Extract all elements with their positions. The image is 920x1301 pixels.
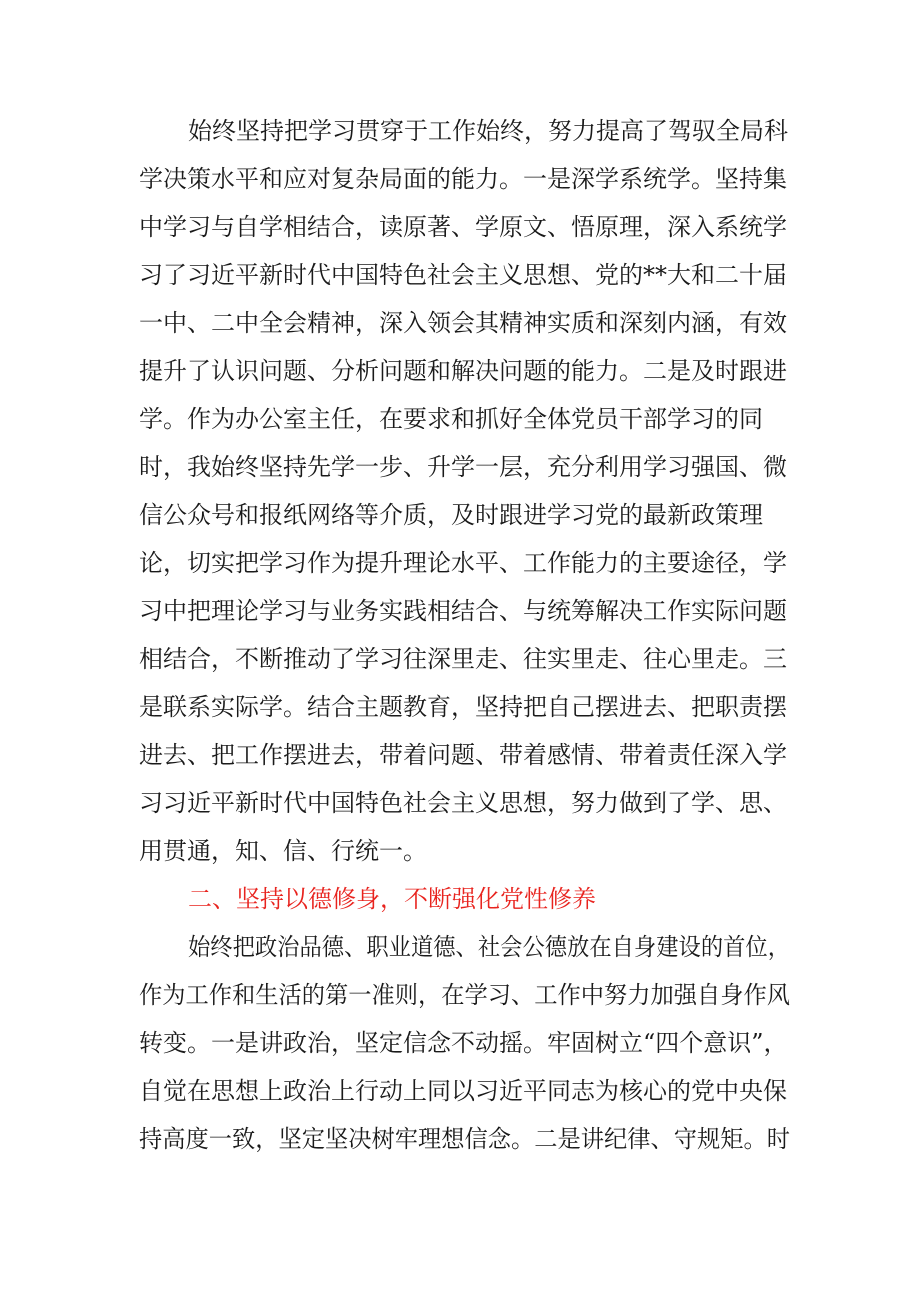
paragraph-1-line-15: 习习近平新时代中国特色社会主义思想，努力做到了学、思、 <box>139 789 787 817</box>
paragraph-2-line-3: 转变。一是讲政治，坚定信念不动摇。牢固树立“四个意识”， <box>139 1029 788 1057</box>
paragraph-1-line-4: 习了习近平新时代中国特色社会主义思想、党的**大和二十届 <box>139 261 787 289</box>
paragraph-1-line-9: 信公众号和报纸网络等介质，及时跟进学习党的最新政策理 <box>139 501 763 529</box>
paragraph-1-line-10: 论，切实把学习作为提升理论水平、工作能力的主要途径，学 <box>139 549 787 577</box>
paragraph-2-line-2: 作为工作和生活的第一准则，在学习、工作中努力加强自身作风 <box>139 981 790 1009</box>
paragraph-2-line-1: 始终把政治品德、职业道德、社会公德放在自身建设的首位， <box>188 933 790 961</box>
paragraph-1-line-5: 一中、二中全会精神，深入领会其精神实质和深刻内涵，有效 <box>139 309 787 337</box>
paragraph-2-line-5: 持高度一致，坚定坚决树牢理想信念。二是讲纪律、守规矩。时 <box>139 1125 790 1153</box>
paragraph-1-line-12: 相结合，不断推动了学习往深里走、往实里走、往心里走。三 <box>139 645 787 673</box>
paragraph-1-line-7: 学。作为办公室主任，在要求和抓好全体党员干部学习的同 <box>139 405 763 433</box>
paragraph-1-line-14: 进去、把工作摆进去，带着问题、带着感情、带着责任深入学 <box>139 741 787 769</box>
paragraph-1-line-2: 学决策水平和应对复杂局面的能力。一是深学系统学。坚持集 <box>139 165 787 193</box>
paragraph-1-line-8: 时，我始终坚持先学一步、升学一层，充分利用学习强国、微 <box>139 453 787 481</box>
paragraph-1-line-1: 始终坚持把学习贯穿于工作始终，努力提高了驾驭全局科 <box>188 117 788 145</box>
paragraph-1-line-16: 用贯通，知、信、行统一。 <box>139 837 427 865</box>
paragraph-1-line-6: 提升了认识问题、分析问题和解决问题的能力。二是及时跟进 <box>139 357 787 385</box>
paragraph-2-line-4: 自觉在思想上政治上行动上同以习近平同志为核心的党中央保 <box>139 1077 787 1105</box>
paragraph-1-line-13: 是联系实际学。结合主题教育，坚持把自己摆进去、把职责摆 <box>139 693 787 721</box>
paragraph-1-line-3: 中学习与自学相结合，读原著、学原文、悟原理，深入系统学 <box>139 213 787 241</box>
paragraph-1-line-11: 习中把理论学习与业务实践相结合、与统筹解决工作实际问题 <box>139 597 787 625</box>
section-heading-2: 二、坚持以德修身，不断强化党性修养 <box>188 885 596 913</box>
